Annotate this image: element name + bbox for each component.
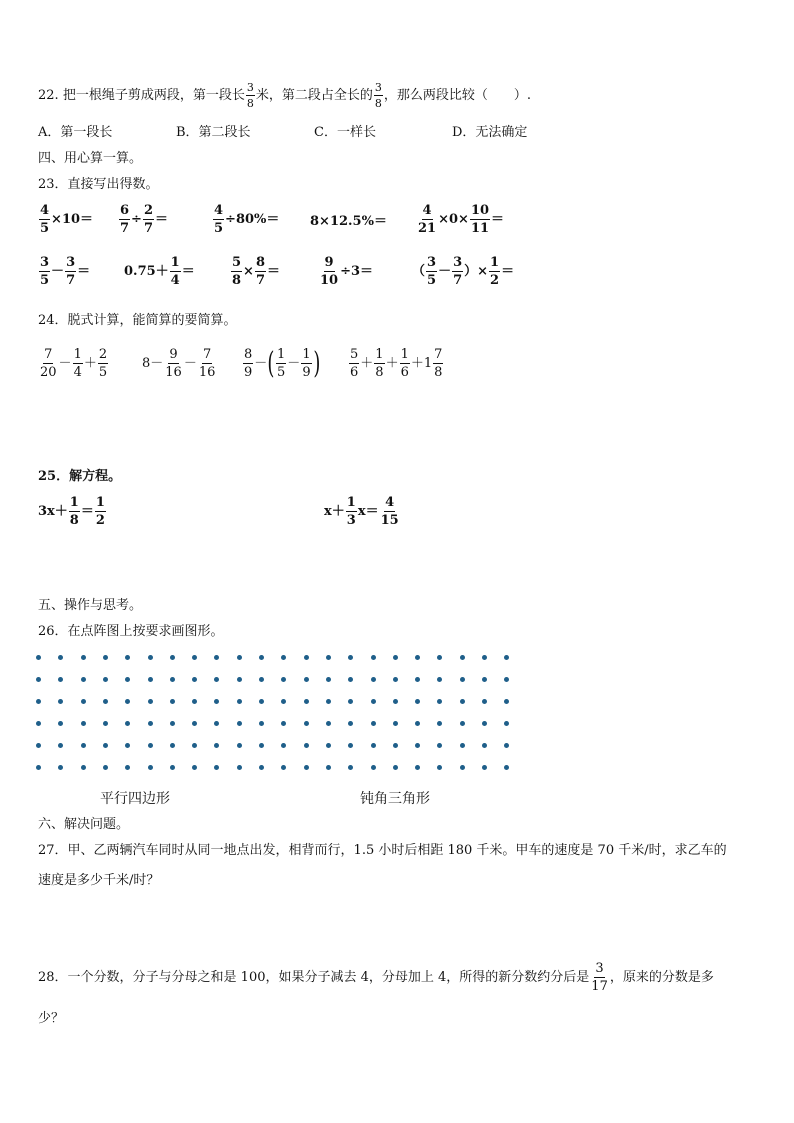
grid-dot[interactable] bbox=[482, 765, 487, 770]
grid-dot[interactable] bbox=[237, 765, 242, 770]
expr-23-10: （ $\frac{3}{5}$ － $\frac{3}{7}$ ）× $\frac{1}{2}$ ＝ bbox=[412, 255, 515, 288]
grid-dot[interactable] bbox=[504, 765, 509, 770]
grid-dot[interactable] bbox=[259, 721, 264, 726]
grid-dot[interactable] bbox=[214, 765, 219, 770]
dot-grid[interactable] bbox=[36, 655, 516, 775]
question-number: 22. bbox=[38, 88, 59, 103]
grid-dot[interactable] bbox=[415, 677, 420, 682]
grid-dot[interactable] bbox=[415, 765, 420, 770]
grid-dot[interactable] bbox=[214, 677, 219, 682]
grid-dot[interactable] bbox=[437, 655, 442, 660]
expr-23-3: $\frac{4}{5}$ ÷80%＝ bbox=[214, 203, 280, 236]
grid-dot[interactable] bbox=[348, 765, 353, 770]
expr-23-2: $\frac{6}{7}$ ÷ $\frac{2}{7}$ ＝ bbox=[120, 203, 169, 236]
expr-23-7: 0.75＋ $\frac{1}{4}$ ＝ bbox=[124, 255, 195, 288]
grid-dot[interactable] bbox=[437, 721, 442, 726]
grid-dot[interactable] bbox=[393, 743, 398, 748]
grid-dot[interactable] bbox=[393, 765, 398, 770]
grid-dot[interactable] bbox=[326, 743, 331, 748]
equation-25-1: 3x＋ $\frac{1}{8}$ ＝ $\frac{1}{2}$ bbox=[38, 495, 105, 528]
fraction: $\frac{3}{8}$ bbox=[374, 81, 382, 110]
grid-dot[interactable] bbox=[304, 721, 309, 726]
grid-dot[interactable] bbox=[326, 677, 331, 682]
equation-25-2: x＋ $\frac{1}{3}$ x＝ $\frac{4}{15}$ bbox=[324, 495, 399, 528]
grid-dot[interactable] bbox=[125, 743, 130, 748]
grid-dot[interactable] bbox=[304, 699, 309, 704]
question-text: ，那么两段比较（ ）. bbox=[383, 88, 531, 103]
label-parallelogram: 平行四边形 bbox=[100, 791, 170, 807]
grid-dot[interactable] bbox=[237, 677, 242, 682]
grid-dot[interactable] bbox=[326, 699, 331, 704]
grid-dot[interactable] bbox=[415, 743, 420, 748]
grid-dot[interactable] bbox=[103, 721, 108, 726]
grid-dot[interactable] bbox=[103, 677, 108, 682]
grid-dot[interactable] bbox=[304, 743, 309, 748]
grid-dot[interactable] bbox=[125, 655, 130, 660]
grid-dot[interactable] bbox=[259, 699, 264, 704]
grid-dot[interactable] bbox=[36, 765, 41, 770]
grid-dot[interactable] bbox=[170, 677, 175, 682]
grid-dot[interactable] bbox=[214, 655, 219, 660]
question-23-title: 23．直接写出得数。 bbox=[38, 177, 159, 192]
grid-dot[interactable] bbox=[460, 721, 465, 726]
grid-dot[interactable] bbox=[192, 721, 197, 726]
grid-dot[interactable] bbox=[504, 677, 509, 682]
grid-dot[interactable] bbox=[58, 655, 63, 660]
grid-dot[interactable] bbox=[348, 721, 353, 726]
grid-dot[interactable] bbox=[192, 677, 197, 682]
option-c: C．一样长 bbox=[314, 125, 376, 140]
grid-dot[interactable] bbox=[36, 677, 41, 682]
grid-dot[interactable] bbox=[482, 655, 487, 660]
grid-dot[interactable] bbox=[437, 699, 442, 704]
grid-dot[interactable] bbox=[415, 699, 420, 704]
grid-dot[interactable] bbox=[192, 699, 197, 704]
grid-dot[interactable] bbox=[281, 655, 286, 660]
grid-dot[interactable] bbox=[148, 743, 153, 748]
grid-dot[interactable] bbox=[125, 677, 130, 682]
question-24-title: 24．脱式计算，能简算的要简算。 bbox=[38, 313, 237, 328]
grid-dot[interactable] bbox=[259, 743, 264, 748]
grid-dot[interactable] bbox=[348, 699, 353, 704]
grid-dot[interactable] bbox=[393, 721, 398, 726]
grid-dot[interactable] bbox=[192, 655, 197, 660]
grid-dot[interactable] bbox=[326, 655, 331, 660]
grid-dot[interactable] bbox=[103, 743, 108, 748]
grid-dot[interactable] bbox=[281, 677, 286, 682]
question-22 bbox=[38, 82, 531, 109]
grid-dot[interactable] bbox=[259, 677, 264, 682]
grid-dot[interactable] bbox=[482, 721, 487, 726]
label-obtuse-triangle: 钝角三角形 bbox=[360, 791, 430, 807]
grid-dot[interactable] bbox=[170, 721, 175, 726]
grid-dot[interactable] bbox=[482, 699, 487, 704]
grid-dot[interactable] bbox=[36, 721, 41, 726]
grid-dot[interactable] bbox=[237, 699, 242, 704]
section-heading-4: 四、用心算一算。 bbox=[38, 151, 143, 166]
grid-dot[interactable] bbox=[81, 655, 86, 660]
question-26-title: 26．在点阵图上按要求画图形。 bbox=[38, 624, 224, 639]
expr-24-1: $\frac{7}{20}$ － $\frac{1}{4}$ ＋ $\frac{2}{5}$ bbox=[40, 347, 108, 380]
grid-dot[interactable] bbox=[237, 743, 242, 748]
grid-dot[interactable] bbox=[304, 765, 309, 770]
grid-dot[interactable] bbox=[348, 743, 353, 748]
section-heading-5: 五、操作与思考。 bbox=[38, 598, 143, 613]
grid-dot[interactable] bbox=[103, 765, 108, 770]
grid-dot[interactable] bbox=[415, 721, 420, 726]
expr-24-4: $\frac{5}{6}$ ＋ $\frac{1}{8}$ ＋ $\frac{1}{6}$ ＋1 $\frac{7}{8}$ bbox=[350, 347, 443, 380]
grid-dot[interactable] bbox=[482, 677, 487, 682]
grid-dot[interactable] bbox=[148, 655, 153, 660]
grid-dot[interactable] bbox=[237, 655, 242, 660]
question-27-line1: 27．甲、乙两辆汽车同时从同一地点出发，相背而行，1.5 小时后相距 180 千米。甲车的速度是 70 千米/时，求乙车的 bbox=[38, 843, 727, 858]
grid-dot[interactable] bbox=[214, 743, 219, 748]
grid-dot[interactable] bbox=[103, 699, 108, 704]
grid-dot[interactable] bbox=[281, 721, 286, 726]
grid-dot[interactable] bbox=[237, 721, 242, 726]
section-heading-6: 六、解决问题。 bbox=[38, 817, 130, 832]
grid-dot[interactable] bbox=[81, 765, 86, 770]
grid-dot[interactable] bbox=[371, 765, 376, 770]
grid-dot[interactable] bbox=[214, 721, 219, 726]
grid-dot[interactable] bbox=[460, 699, 465, 704]
grid-dot[interactable] bbox=[81, 743, 86, 748]
expr-23-4: 8×12.5%＝ bbox=[310, 214, 387, 229]
grid-dot[interactable] bbox=[460, 677, 465, 682]
grid-dot[interactable] bbox=[482, 743, 487, 748]
fraction: $\frac{3}{8}$ bbox=[246, 81, 254, 110]
grid-dot[interactable] bbox=[192, 765, 197, 770]
grid-dot[interactable] bbox=[393, 655, 398, 660]
grid-dot[interactable] bbox=[304, 677, 309, 682]
grid-dot[interactable] bbox=[437, 677, 442, 682]
grid-dot[interactable] bbox=[58, 721, 63, 726]
grid-dot[interactable] bbox=[214, 699, 219, 704]
grid-dot[interactable] bbox=[415, 655, 420, 660]
grid-dot[interactable] bbox=[371, 721, 376, 726]
grid-dot[interactable] bbox=[81, 677, 86, 682]
grid-dot[interactable] bbox=[281, 765, 286, 770]
grid-dot[interactable] bbox=[58, 699, 63, 704]
grid-dot[interactable] bbox=[36, 743, 41, 748]
grid-dot[interactable] bbox=[192, 743, 197, 748]
question-28-line1: 28．一个分数，分子与分母之和是 100，如果分子减去 4，分母加上 4，所得的新分数约分后是 $\frac{3}{17}$ ，原来的分数是多 bbox=[38, 961, 714, 994]
grid-dot[interactable] bbox=[148, 699, 153, 704]
grid-dot[interactable] bbox=[371, 699, 376, 704]
grid-dot[interactable] bbox=[371, 743, 376, 748]
grid-dot[interactable] bbox=[125, 765, 130, 770]
grid-dot[interactable] bbox=[304, 655, 309, 660]
grid-dot[interactable] bbox=[170, 743, 175, 748]
grid-dot[interactable] bbox=[437, 743, 442, 748]
grid-dot[interactable] bbox=[393, 677, 398, 682]
grid-dot[interactable] bbox=[460, 765, 465, 770]
grid-dot[interactable] bbox=[259, 765, 264, 770]
grid-dot[interactable] bbox=[504, 699, 509, 704]
grid-dot[interactable] bbox=[371, 677, 376, 682]
grid-dot[interactable] bbox=[125, 699, 130, 704]
grid-dot[interactable] bbox=[170, 699, 175, 704]
question-25-title: 25．解方程。 bbox=[38, 469, 122, 484]
grid-dot[interactable] bbox=[36, 699, 41, 704]
expr-24-2: 8－ $\frac{9}{16}$ － $\frac{7}{16}$ bbox=[142, 347, 216, 380]
expr-23-6: $\frac{3}{5}$ － $\frac{3}{7}$ ＝ bbox=[40, 255, 91, 288]
question-text: 米，第二段占全长的 bbox=[255, 88, 373, 103]
grid-dot[interactable] bbox=[371, 655, 376, 660]
question-27-line2: 速度是多少千米/时？ bbox=[38, 873, 160, 888]
grid-dot[interactable] bbox=[148, 765, 153, 770]
grid-dot[interactable] bbox=[504, 721, 509, 726]
expr-23-5: $\frac{4}{21}$ ×0× $\frac{10}{11}$ ＝ bbox=[418, 203, 505, 236]
option-a: A．第一段长 bbox=[38, 125, 113, 140]
grid-dot[interactable] bbox=[148, 721, 153, 726]
fraction: $\frac{3}{17}$ bbox=[591, 961, 608, 994]
grid-dot[interactable] bbox=[148, 677, 153, 682]
grid-dot[interactable] bbox=[170, 765, 175, 770]
question-28-line2: 少？ bbox=[38, 1011, 65, 1026]
grid-dot[interactable] bbox=[58, 743, 63, 748]
grid-dot[interactable] bbox=[326, 765, 331, 770]
grid-dot[interactable] bbox=[81, 699, 86, 704]
grid-dot[interactable] bbox=[81, 721, 86, 726]
grid-dot[interactable] bbox=[348, 655, 353, 660]
grid-dot[interactable] bbox=[259, 655, 264, 660]
grid-dot[interactable] bbox=[125, 721, 130, 726]
option-d: D．无法确定 bbox=[452, 125, 528, 140]
option-b: B．第二段长 bbox=[176, 125, 251, 140]
grid-dot[interactable] bbox=[58, 677, 63, 682]
grid-dot[interactable] bbox=[58, 765, 63, 770]
grid-dot[interactable] bbox=[460, 743, 465, 748]
grid-dot[interactable] bbox=[393, 699, 398, 704]
grid-dot[interactable] bbox=[348, 677, 353, 682]
grid-dot[interactable] bbox=[281, 699, 286, 704]
grid-dot[interactable] bbox=[281, 743, 286, 748]
question-text: 把一根绳子剪成两段，第一段长 bbox=[62, 88, 245, 103]
expr-23-1: $\frac{4}{5}$ ×10＝ bbox=[40, 203, 94, 236]
grid-dot[interactable] bbox=[504, 743, 509, 748]
expr-24-3: $\frac{8}{9}$ －( $\frac{1}{5}$ － $\frac{1}{9}$ ) bbox=[244, 345, 320, 381]
grid-dot[interactable] bbox=[504, 655, 509, 660]
grid-dot[interactable] bbox=[36, 655, 41, 660]
grid-dot[interactable] bbox=[170, 655, 175, 660]
grid-dot[interactable] bbox=[437, 765, 442, 770]
grid-dot[interactable] bbox=[326, 721, 331, 726]
expr-23-8: $\frac{5}{8}$ × $\frac{8}{7}$ ＝ bbox=[232, 255, 281, 288]
grid-dot[interactable] bbox=[460, 655, 465, 660]
grid-dot[interactable] bbox=[103, 655, 108, 660]
expr-23-9: $\frac{9}{10}$ ÷3＝ bbox=[320, 255, 374, 288]
